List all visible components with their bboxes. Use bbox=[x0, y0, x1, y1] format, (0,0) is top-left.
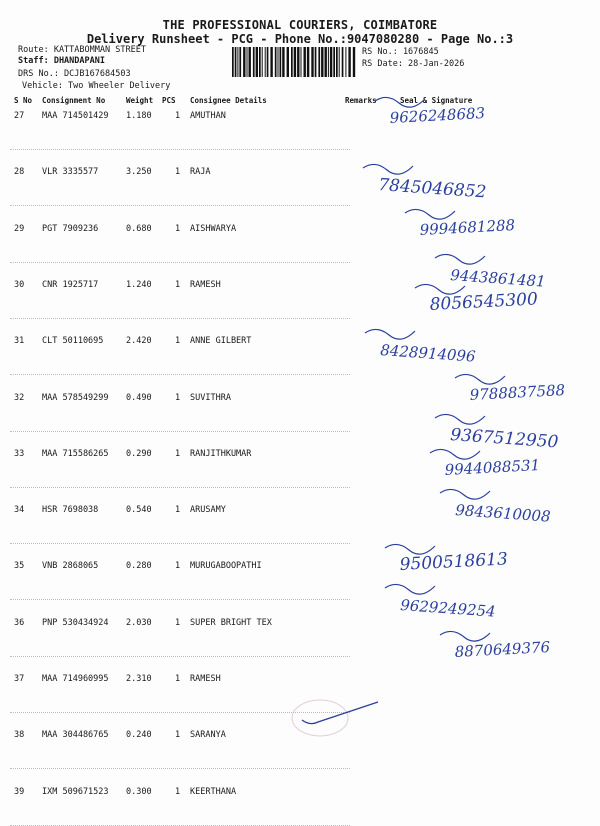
row-consignee: ARUSAMY bbox=[190, 505, 226, 515]
handwritten-phone: 8056545300 bbox=[429, 289, 539, 315]
barcode-bar bbox=[321, 47, 323, 77]
row-sno: 34 bbox=[14, 505, 25, 515]
barcode-bar bbox=[239, 47, 241, 77]
runsheet-subtitle: Delivery Runsheet - PCG - Phone No.:9047080280 - Page No.:3 bbox=[86, 32, 514, 46]
barcode-bar bbox=[249, 47, 251, 77]
row-consignee: RAJA bbox=[190, 167, 211, 177]
row-separator bbox=[10, 431, 350, 432]
row-consignment: PNP 530434924 bbox=[42, 618, 109, 628]
signature-scribble bbox=[430, 449, 480, 459]
row-separator bbox=[10, 656, 350, 657]
row-consignment: MAA 715586265 bbox=[42, 449, 109, 459]
barcode-bar bbox=[318, 47, 320, 77]
barcode-bar bbox=[315, 47, 317, 77]
row-consignee: SARANYA bbox=[190, 730, 226, 740]
row-pcs: 1 bbox=[175, 730, 181, 740]
handwritten-phone: 9944088531 bbox=[444, 456, 541, 479]
row-sno: 28 bbox=[14, 167, 25, 177]
row-consignment: MAA 714960995 bbox=[42, 674, 109, 684]
rs-date: RS Date: 28-Jan-2026 bbox=[362, 59, 465, 69]
barcode-bar bbox=[282, 47, 284, 77]
row-separator bbox=[10, 543, 350, 544]
rs-number: RS No.: 1676845 bbox=[362, 47, 439, 57]
row-weight: 0.540 bbox=[126, 505, 152, 515]
signature-scribble bbox=[365, 329, 415, 339]
row-weight: 0.490 bbox=[126, 393, 152, 403]
row-consignment: CNR 1925717 bbox=[42, 280, 99, 290]
row-weight: 0.680 bbox=[126, 224, 152, 234]
row-consignment: HSR 7698038 bbox=[42, 505, 99, 515]
barcode-bar bbox=[339, 47, 340, 77]
row-weight: 2.030 bbox=[126, 618, 152, 628]
row-weight: 2.310 bbox=[126, 674, 152, 684]
barcode-bar bbox=[348, 47, 350, 77]
row-consignment: CLT 50110695 bbox=[42, 336, 104, 346]
barcode-bar bbox=[270, 47, 272, 77]
handwritten-phone: 9629249254 bbox=[399, 596, 497, 621]
row-pcs: 1 bbox=[175, 618, 181, 628]
barcode-bar bbox=[253, 47, 255, 77]
row-consignee: MURUGABOOPATHI bbox=[190, 561, 262, 571]
row-sno: 29 bbox=[14, 224, 25, 234]
row-weight: 0.280 bbox=[126, 561, 152, 571]
row-pcs: 1 bbox=[175, 505, 181, 515]
signature-scribble bbox=[440, 631, 490, 641]
row-weight: 0.300 bbox=[126, 787, 152, 797]
row-pcs: 1 bbox=[175, 167, 181, 177]
barcode-bar bbox=[342, 47, 344, 77]
barcode-bar bbox=[232, 47, 234, 77]
row-weight: 1.180 bbox=[126, 111, 152, 121]
row-separator bbox=[10, 149, 350, 150]
row-pcs: 1 bbox=[175, 336, 181, 346]
signature-scribble bbox=[455, 374, 505, 384]
row-pcs: 1 bbox=[175, 561, 181, 571]
barcode-bar bbox=[243, 47, 245, 77]
row-separator bbox=[10, 487, 350, 488]
staff-label: Staff: DHANDAPANI bbox=[18, 56, 105, 66]
handwritten-phone: 9367512950 bbox=[449, 425, 559, 453]
barcode-bar bbox=[307, 47, 309, 77]
row-pcs: 1 bbox=[175, 280, 181, 290]
row-separator bbox=[10, 318, 350, 319]
barcode-bar bbox=[275, 47, 277, 77]
col-weight: Weight bbox=[126, 96, 154, 105]
row-separator bbox=[10, 768, 350, 769]
handwritten-phone: 9443861481 bbox=[449, 266, 547, 291]
row-sno: 33 bbox=[14, 449, 25, 459]
barcode-bar bbox=[330, 47, 332, 77]
handwritten-phone: 9500518613 bbox=[399, 549, 509, 575]
signature-scribble bbox=[435, 254, 485, 264]
row-consignment: PGT 7909236 bbox=[42, 224, 99, 234]
col-pcs: PCS bbox=[162, 96, 176, 105]
row-pcs: 1 bbox=[175, 111, 181, 121]
signature-scribble bbox=[363, 164, 413, 174]
row-separator bbox=[10, 262, 350, 263]
row-consignment: MAA 578549299 bbox=[42, 393, 109, 403]
handwritten-phone: 9994681288 bbox=[419, 216, 516, 239]
row-weight: 1.240 bbox=[126, 280, 152, 290]
row-consignee: RAMESH bbox=[190, 280, 221, 290]
barcode-bar bbox=[304, 47, 306, 77]
barcode-bar bbox=[333, 47, 335, 77]
row-pcs: 1 bbox=[175, 449, 181, 459]
route-label: Route: KATTABOMMAN STREET bbox=[18, 45, 146, 55]
signature-scribble bbox=[385, 584, 435, 594]
row-sno: 38 bbox=[14, 730, 25, 740]
row-pcs: 1 bbox=[175, 224, 181, 234]
handwritten-phone: 8428914096 bbox=[379, 341, 477, 366]
row-pcs: 1 bbox=[175, 787, 181, 797]
col-sno: S No bbox=[14, 96, 33, 105]
row-weight: 2.420 bbox=[126, 336, 152, 346]
row-consignment: MAA 714501429 bbox=[42, 111, 109, 121]
row-sno: 31 bbox=[14, 336, 25, 346]
barcode-bar bbox=[301, 47, 302, 77]
row-sno: 32 bbox=[14, 393, 25, 403]
barcode-bar bbox=[345, 47, 346, 77]
signature-area bbox=[360, 95, 600, 695]
company-title: THE PROFESSIONAL COURIERS, COIMBATORE bbox=[162, 18, 438, 32]
vehicle-label: Vehicle: Two Wheeler Delivery bbox=[22, 81, 171, 91]
barcode-bar bbox=[328, 47, 329, 77]
barcode-bar bbox=[311, 47, 313, 77]
row-pcs: 1 bbox=[175, 674, 181, 684]
barcode-bar bbox=[259, 47, 261, 77]
barcode-bar bbox=[262, 47, 263, 77]
row-consignee: AISHWARYA bbox=[190, 224, 237, 234]
row-consignment: VNB 2868065 bbox=[42, 561, 99, 571]
signature-scribble bbox=[405, 209, 455, 219]
row-weight: 0.240 bbox=[126, 730, 152, 740]
row-separator bbox=[10, 205, 350, 206]
signature-scribble bbox=[375, 97, 425, 107]
handwritten-phone: 9843610008 bbox=[454, 501, 552, 526]
row-sno: 37 bbox=[14, 674, 25, 684]
barcode-bar bbox=[237, 47, 238, 77]
barcode-bar bbox=[265, 47, 266, 77]
row-sno: 30 bbox=[14, 280, 25, 290]
barcode-bar bbox=[280, 47, 282, 77]
handwritten-phone: 9788837588 bbox=[469, 381, 566, 404]
row-consignment: IXM 509671523 bbox=[42, 787, 109, 797]
barcode-bar bbox=[325, 47, 327, 77]
barcode-bar bbox=[247, 47, 248, 77]
signature-scribble bbox=[435, 414, 485, 424]
row-pcs: 1 bbox=[175, 393, 181, 403]
barcode-bar bbox=[294, 47, 296, 77]
barcode-bar bbox=[336, 47, 338, 77]
col-consignment: Consignment No bbox=[42, 96, 106, 105]
row-sno: 27 bbox=[14, 111, 25, 121]
table-row bbox=[0, 787, 600, 801]
barcode-bar bbox=[353, 47, 355, 77]
barcode-bar bbox=[297, 47, 299, 77]
row-separator bbox=[10, 599, 350, 600]
row-consignee: KEERTHANA bbox=[190, 787, 237, 797]
row-sno: 36 bbox=[14, 618, 25, 628]
barcode-bar bbox=[291, 47, 293, 77]
barcode-bar bbox=[235, 47, 237, 77]
barcode bbox=[232, 47, 358, 77]
row-consignee: ANNE GILBERT bbox=[190, 336, 252, 346]
signature-scribble bbox=[440, 489, 490, 499]
row-consignment: MAA 304486765 bbox=[42, 730, 109, 740]
row-separator bbox=[10, 374, 350, 375]
drs-label: DRS No.: DCJB167684503 bbox=[18, 69, 131, 79]
barcode-bar bbox=[267, 47, 269, 77]
barcode-bar bbox=[278, 47, 279, 77]
row-consignee: RAMESH bbox=[190, 674, 221, 684]
col-consignee: Consignee Details bbox=[190, 96, 267, 105]
col-seal-signature: Seal & Signature bbox=[400, 96, 473, 105]
stamp-mark bbox=[280, 680, 390, 740]
barcode-bar bbox=[256, 47, 258, 77]
row-weight: 0.290 bbox=[126, 449, 152, 459]
row-consignee: SUVITHRA bbox=[190, 393, 231, 403]
row-sno: 39 bbox=[14, 787, 25, 797]
row-consignee: RANJITHKUMAR bbox=[190, 449, 252, 459]
row-sno: 35 bbox=[14, 561, 25, 571]
row-consignee: SUPER BRIGHT TEX bbox=[190, 618, 272, 628]
handwritten-phone: 9626248683 bbox=[389, 104, 486, 127]
handwritten-phone: 8870649376 bbox=[454, 638, 551, 661]
row-weight: 3.250 bbox=[126, 167, 152, 177]
col-remarks: Remarks bbox=[345, 96, 377, 105]
row-consignee: AMUTHAN bbox=[190, 111, 226, 121]
barcode-bar bbox=[287, 47, 289, 77]
row-consignment: VLR 3335577 bbox=[42, 167, 99, 177]
handwritten-phone: 7845046852 bbox=[377, 175, 487, 203]
